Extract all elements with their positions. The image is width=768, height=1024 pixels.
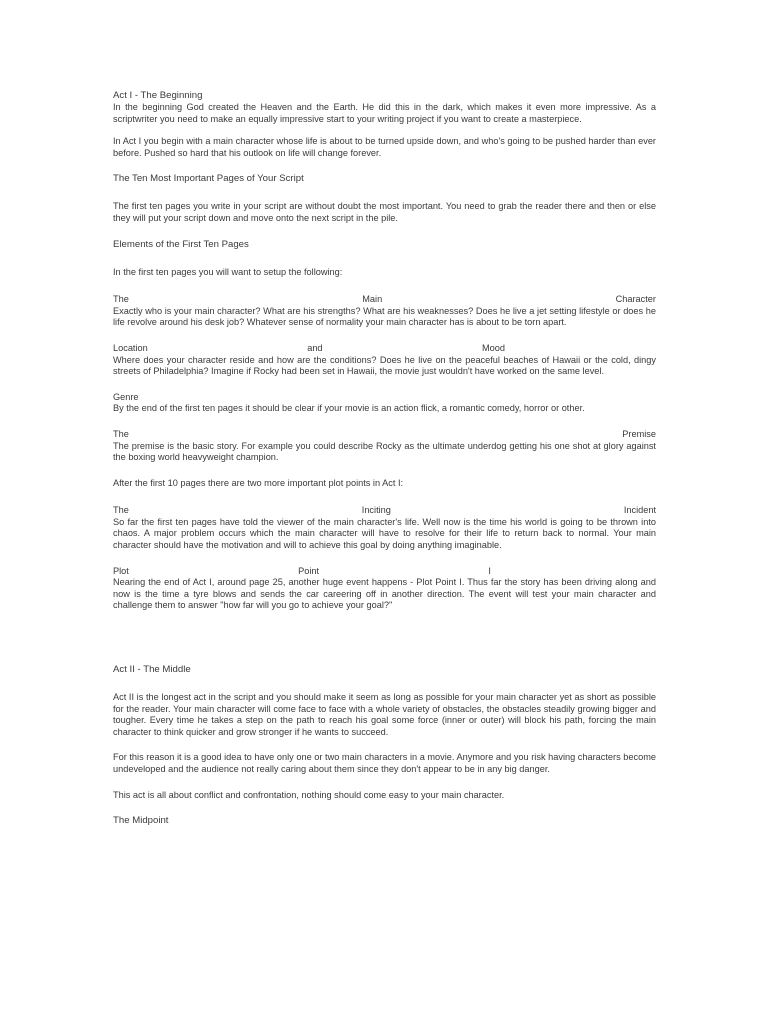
premise-heading	[113, 429, 656, 441]
genre-heading: Genre	[113, 391, 139, 402]
midpoint-heading: The Midpoint	[113, 815, 169, 827]
heading-word: and	[307, 342, 323, 353]
act1-paragraph-2: In Act I you begin with a main character whose life is about to be turned upside down, and who's going to be pushed harder than ever before. Pushed so hard that his outlook on life will change forever.	[113, 136, 656, 158]
heading-word: Incident	[623, 505, 656, 516]
heading-word: Premise	[622, 428, 656, 439]
inciting-incident-paragraph: So far the first ten pages have told the viewer of the main character's life. Well now is the time his world is going to be thrown into chaos. A major problem occurs which the main character will have to resolve for their life to return back to normal. Your main character should have the motivation and will to achieve this goal by doing anything imaginable.	[113, 516, 656, 551]
after-ten-pages-text: After the first 10 pages there are two more important plot points in Act I:	[113, 477, 404, 488]
act1-paragraph-1: In the beginning God created the Heaven and the Earth. He did this in the dark, which makes it even more impressive. As a scriptwriter you need to make an equally impressive start to your writing project if you want to create a masterpiece.	[113, 102, 656, 124]
act2-heading: Act II - The Middle	[113, 664, 191, 676]
heading-word: Inciting	[361, 505, 391, 516]
document-page	[113, 90, 656, 827]
heading-word: The	[113, 428, 129, 439]
main-character-paragraph: Exactly who is your main character? What are his strengths? What are his weaknesses? Does he live a jet setting lifestyle or does he life revolve around his desk job? Whatever sense of normality your main character has is about to be torn apart.	[113, 305, 656, 328]
act2-paragraph-1: Act II is the longest act in the script and you should make it seem as long as possible for your main character yet as short as possible for the reader. Your main character will come face to face with a whole variety of obstacles, the obstacles steadily growing bigger and tougher. Every time he takes a step on the path to reach his goal some force (inner or outer) will block his path, forcing the main character to think quicker and grow stronger if he wants to succeed.	[113, 692, 656, 737]
ten-pages-paragraph: The first ten pages you write in your script are without doubt the most important. You need to grab the reader there and then or else they will put your script down and move onto the next script in the pile.	[113, 201, 656, 223]
inciting-incident-heading	[113, 505, 656, 517]
heading-word: Main	[362, 294, 383, 305]
act2-paragraph-3: This act is all about conflict and confrontation, nothing should come easy to your main character.	[113, 789, 505, 800]
elements-intro: In the first ten pages you will want to setup the following:	[113, 266, 343, 277]
plot-point-paragraph: Nearing the end of Act I, around page 25, another huge event happens - Plot Point I. Thus far the story has been driving along and now is the time a tyre blows and sends the car careering off in another direction. The event will test your main character and challenge them to answer "how far will you go to achieve your goal?"	[113, 577, 656, 611]
main-character-heading	[113, 294, 656, 306]
plot-point-heading	[113, 566, 491, 578]
genre-paragraph: By the end of the first ten pages it should be clear if your movie is an action flick, a romantic comedy, horror or other.	[113, 403, 585, 414]
heading-word: The	[113, 294, 129, 305]
elements-heading: Elements of the First Ten Pages	[113, 238, 249, 250]
heading-word: Character	[615, 294, 656, 305]
heading-word: Mood	[482, 342, 505, 353]
heading-word: Point	[298, 565, 320, 576]
location-mood-paragraph: Where does your character reside and how are the conditions? Does he live on the peaceful beaches of Hawaii or the cold, dingy streets of Philadelphia? Imagine if Rocky had been set in Hawaii, the movie just wouldn't have worked on the same level.	[113, 354, 656, 377]
heading-word: I	[488, 565, 491, 576]
premise-paragraph: The premise is the basic story. For example you could describe Rocky as the ultimate underdog getting his one shot at glory against the boxing world heavyweight champion.	[113, 440, 656, 463]
heading-word: Location	[113, 342, 148, 353]
ten-pages-heading: The Ten Most Important Pages of Your Script	[113, 173, 304, 185]
act2-paragraph-2: For this reason it is a good idea to have only one or two main characters in a movie. Anymore and you risk having characters become undeveloped and the audience not really caring about them since they don't appear to be in any big danger.	[113, 752, 656, 774]
heading-word: The	[113, 505, 129, 516]
act1-heading: Act I - The Beginning	[113, 90, 203, 101]
heading-word: Plot	[113, 565, 129, 576]
location-mood-heading	[113, 343, 505, 355]
